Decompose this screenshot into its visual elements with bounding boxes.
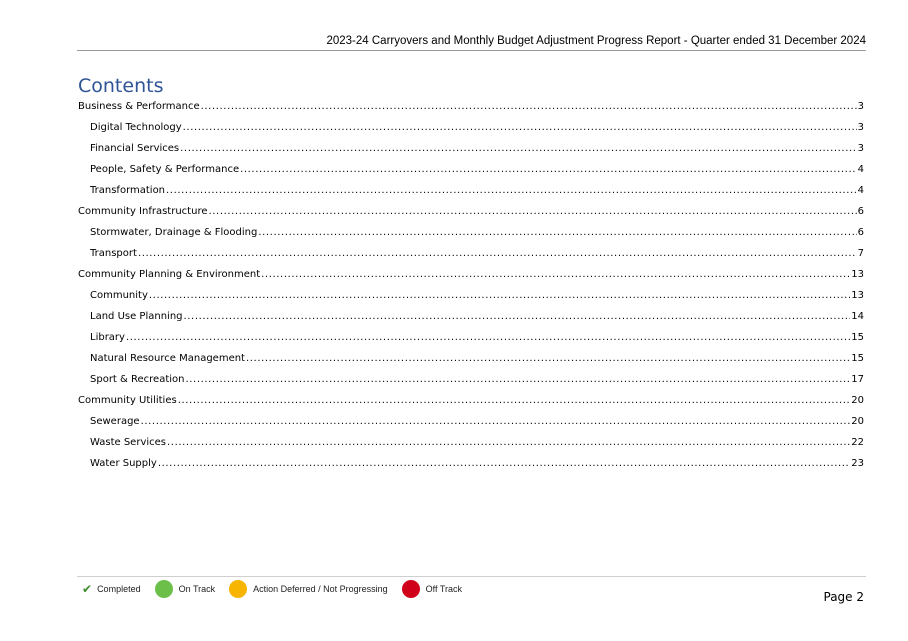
toc-entry[interactable] [78, 222, 864, 243]
toc-entry[interactable] [78, 96, 864, 117]
toc-entry-label: Community [90, 290, 148, 301]
toc-entry-label: Community Planning & Environment [78, 269, 261, 280]
toc-entry[interactable] [78, 432, 864, 453]
toc-entry-label: Library [90, 332, 125, 343]
toc-entry-page: 22 [851, 437, 864, 448]
legend-label: Action Deferred / Not Progressing [253, 584, 388, 594]
toc-leader [184, 306, 851, 327]
red-dot-icon [402, 580, 420, 598]
toc-entry-label: Sport & Recreation [90, 374, 185, 385]
toc-entry-label: Stormwater, Drainage & Flooding [90, 227, 258, 238]
toc-leader [180, 138, 856, 159]
toc-entry-label: Business & Performance [78, 101, 200, 112]
status-legend [82, 578, 476, 600]
toc-entry[interactable] [78, 159, 864, 180]
toc-entry[interactable] [78, 243, 864, 264]
toc-leader [141, 411, 851, 432]
toc-entry[interactable] [78, 201, 864, 222]
toc-entry[interactable] [78, 390, 864, 411]
toc-entry[interactable] [78, 306, 864, 327]
toc-entry-page: 20 [851, 416, 864, 427]
toc-entry-page: 4 [857, 185, 864, 196]
toc-entry-label: Natural Resource Management [90, 353, 245, 364]
footer-divider [77, 576, 866, 577]
header-divider [77, 50, 866, 51]
toc-entry-label: Land Use Planning [90, 311, 183, 322]
toc-entry-page: 3 [857, 101, 864, 112]
amber-dot-icon [229, 580, 247, 598]
toc-leader [201, 96, 857, 117]
toc-entry-label: Transport [90, 248, 137, 259]
toc-entry-page: 3 [857, 122, 864, 133]
legend-label: Completed [97, 584, 141, 594]
toc-leader [149, 285, 850, 306]
toc-leader [167, 432, 850, 453]
toc-entry-label: Financial Services [90, 143, 180, 154]
toc-leader [240, 159, 857, 180]
toc-entry-page: 15 [851, 353, 864, 364]
legend-item-action-deferred [229, 580, 388, 598]
toc-entry[interactable] [78, 453, 864, 474]
legend-item-completed [82, 582, 141, 596]
page-number: Page 2 [823, 590, 864, 604]
toc-entry-label: Community Utilities [78, 395, 177, 406]
toc-entry-label: Waste Services [90, 437, 167, 448]
toc-entry-label: Transformation [90, 185, 166, 196]
toc-leader [178, 390, 851, 411]
toc-leader [158, 453, 850, 474]
document-header: 2023-24 Carryovers and Monthly Budget Adjustment Progress Report - Quarter ended 31 December 2024 [326, 35, 866, 47]
toc-entry-page: 20 [851, 395, 864, 406]
toc-entry[interactable] [78, 369, 864, 390]
toc-entry-page: 15 [851, 332, 864, 343]
toc-leader [261, 264, 850, 285]
table-of-contents [78, 96, 864, 474]
toc-entry-label: Water Supply [90, 458, 157, 469]
toc-entry[interactable] [78, 117, 864, 138]
toc-entry[interactable] [78, 348, 864, 369]
toc-entry[interactable] [78, 327, 864, 348]
toc-leader [138, 243, 857, 264]
toc-entry[interactable] [78, 264, 864, 285]
toc-entry-page: 6 [857, 206, 864, 217]
toc-entry-label: Digital Technology [90, 122, 182, 133]
toc-entry-label: Sewerage [90, 416, 140, 427]
toc-entry[interactable] [78, 411, 864, 432]
toc-entry-page: 13 [851, 290, 864, 301]
toc-entry-page: 13 [851, 269, 864, 280]
toc-entry-page: 3 [857, 143, 864, 154]
toc-leader [183, 117, 857, 138]
toc-entry-page: 4 [857, 164, 864, 175]
toc-entry-page: 7 [857, 248, 864, 259]
toc-entry-page: 17 [851, 374, 864, 385]
toc-entry[interactable] [78, 138, 864, 159]
toc-leader [246, 348, 850, 369]
toc-entry-page: 6 [857, 227, 864, 238]
toc-entry[interactable] [78, 285, 864, 306]
legend-item-on-track [155, 580, 216, 598]
toc-entry-label: Community Infrastructure [78, 206, 208, 217]
toc-entry-page: 14 [851, 311, 864, 322]
toc-leader [208, 201, 856, 222]
toc-leader [258, 222, 856, 243]
legend-label: On Track [178, 584, 216, 594]
toc-entry-page: 23 [851, 458, 864, 469]
green-dot-icon [155, 580, 173, 598]
toc-leader [185, 369, 850, 390]
legend-item-off-track [402, 580, 462, 598]
toc-leader [166, 180, 857, 201]
toc-entry[interactable] [78, 180, 864, 201]
toc-entry-label: People, Safety & Performance [90, 164, 240, 175]
contents-title: Contents [78, 75, 164, 97]
toc-leader [126, 327, 850, 348]
legend-label: Off Track [425, 584, 463, 594]
check-icon: ✔ [82, 582, 93, 596]
